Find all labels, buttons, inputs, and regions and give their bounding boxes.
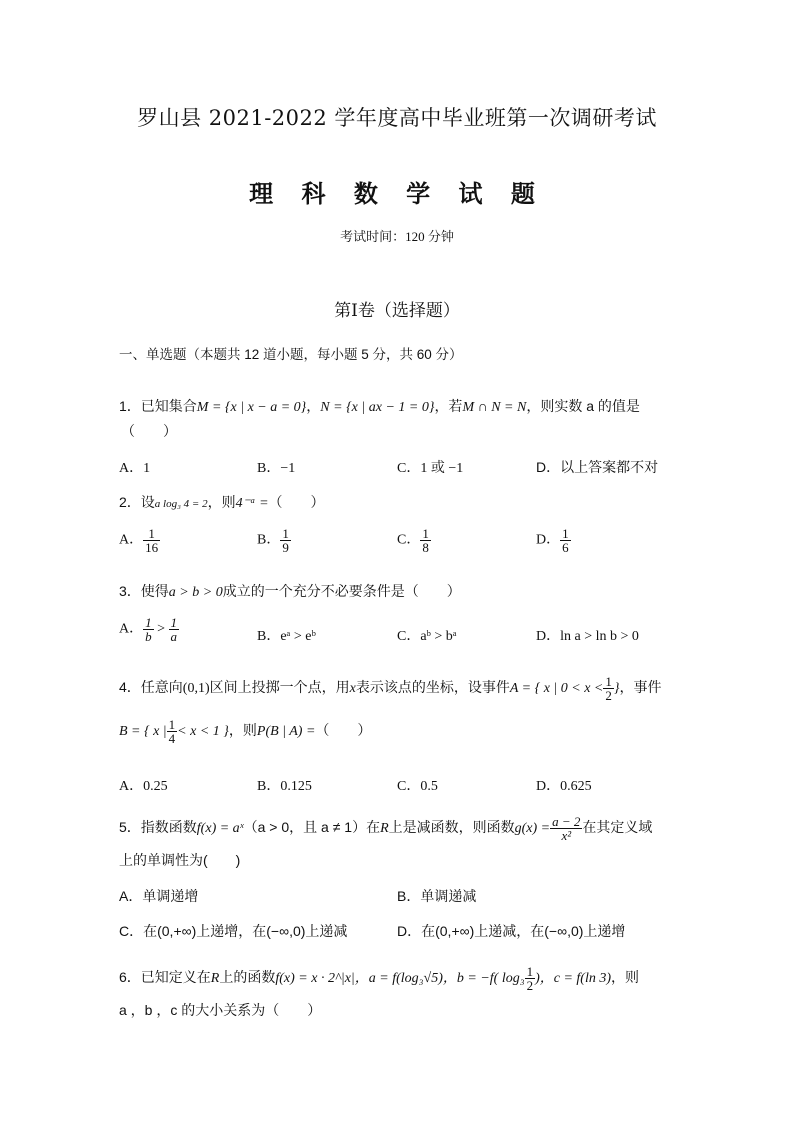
question-4-line-2: B = { x | $\frac{1}{4}$ < x < 1 }，则P(B | A) =（ ） (119, 717, 372, 746)
q1-comma: ， (306, 398, 321, 414)
question-5-line-1: 5．指数函数f(x) = aˣ（a > 0，且 a ≠ 1）在R上是减函数，则函数g(x) = $\frac{a - 2}{\text{x²}}$ 在其定义域 (119, 814, 653, 843)
q4-option-c: C．0.5 (397, 779, 438, 794)
question-2 (119, 492, 325, 512)
q3-option-b: B．eᵃ > eᵇ (257, 629, 316, 644)
q1-set-n: N = {x | ax − 1 = 0} (320, 400, 435, 415)
q3-tail: 成立的一个充分不必要条件是（ ） (222, 583, 461, 599)
q3-number: 3．使得 (119, 583, 169, 599)
question-1 (119, 396, 640, 416)
q2-number: 2．设 (119, 494, 155, 510)
q5-option-a: A．单调递增 (119, 888, 199, 904)
q2-option-d: D． $\frac{1}{6}$ (536, 526, 569, 555)
q4-option-a: A．0.25 (119, 779, 168, 794)
q5-option-d: D．在(0,+∞)上递减，在(−∞,0)上递增 (397, 923, 626, 939)
question-6-line-1: 6．已知定义在R上的函数f(x) = x · 2^|x|，a = f(log₃√5)，b = −f( log₃ $\frac{1}{2}$ )，c = f(ln 3)，则 (119, 964, 640, 993)
exam-title: 罗山县 2021-2022 学年度高中毕业班第一次调研考试 (137, 106, 657, 130)
q1-paren: （ ） (121, 423, 177, 439)
q1-cond-pre: ，若 (434, 398, 463, 414)
q2-option-b: B． $\frac{1}{9}$ (257, 526, 289, 555)
q1-tail: ，则实数 a 的值是 (526, 398, 640, 414)
question-4-line-1: 4．任意向(0,1)区间上投掷一个点，用x表示该点的坐标，设事件A = { x | 0 < x < $\frac{1}{2}$ }，事件 (119, 674, 662, 703)
q4-option-b: B．0.125 (257, 779, 312, 794)
q2-option-a-fraction: $\frac{1}{16}$ (145, 526, 159, 555)
q2-paren: （ ） (268, 494, 325, 510)
exam-time: 考试时间：120 分钟 (340, 229, 454, 244)
q1-option-c: C．1 或 −1 (397, 461, 464, 476)
question-6-line-2: a ，b ，c 的大小关系为（ ） (119, 1002, 322, 1018)
q4-option-d: D．0.625 (536, 779, 592, 794)
q2-mid: ，则 (207, 494, 236, 510)
q1-option-a: A．1 (119, 461, 151, 476)
q2-option-c: C． $\frac{1}{8}$ (397, 526, 429, 555)
question-3 (119, 581, 461, 601)
q2-option-c-fraction: $\frac{1}{8}$ (422, 526, 429, 555)
q2-option-b-fraction: $\frac{1}{9}$ (282, 526, 289, 555)
q3-condition: a > b > 0 (168, 585, 223, 600)
q2-condition: a log₃ 4 = 2 (154, 498, 208, 510)
q1-condition: M ∩ N = N (462, 400, 527, 415)
q3-option-d: D．ln a > ln b > 0 (536, 629, 639, 644)
q5-option-c: C．在(0,+∞)上递增，在(−∞,0)上递减 (119, 923, 348, 939)
section-heading: 一、单选题（本题共 12 道小题，每小题 5 分，共 60 分） (119, 347, 463, 362)
q3-option-c: C．aᵇ > bᵃ (397, 629, 457, 644)
q2-expr: 4⁻ᵃ = (235, 496, 269, 511)
q1-number: 1．已知集合 (119, 398, 197, 414)
q2-option-d-fraction: $\frac{1}{6}$ (562, 526, 569, 555)
q3-option-a: A． $\frac{1}{b}$ > $\frac{1}{a}$ (119, 615, 178, 644)
q5-option-b: B．单调递减 (397, 888, 477, 904)
question-5-line-2: 上的单调性为( ) (119, 852, 241, 868)
q1-option-b: B．−1 (257, 461, 296, 476)
q1-set-m: M = {x | x − a = 0} (196, 400, 307, 415)
exam-subtitle: 理 科 数 学 试 题 (249, 179, 545, 208)
part-heading: 第Ⅰ卷（选择题） (334, 301, 460, 321)
q2-option-a: A． $\frac{1}{16}$ (119, 526, 159, 555)
q1-option-d: D．以上答案都不对 (536, 459, 659, 475)
